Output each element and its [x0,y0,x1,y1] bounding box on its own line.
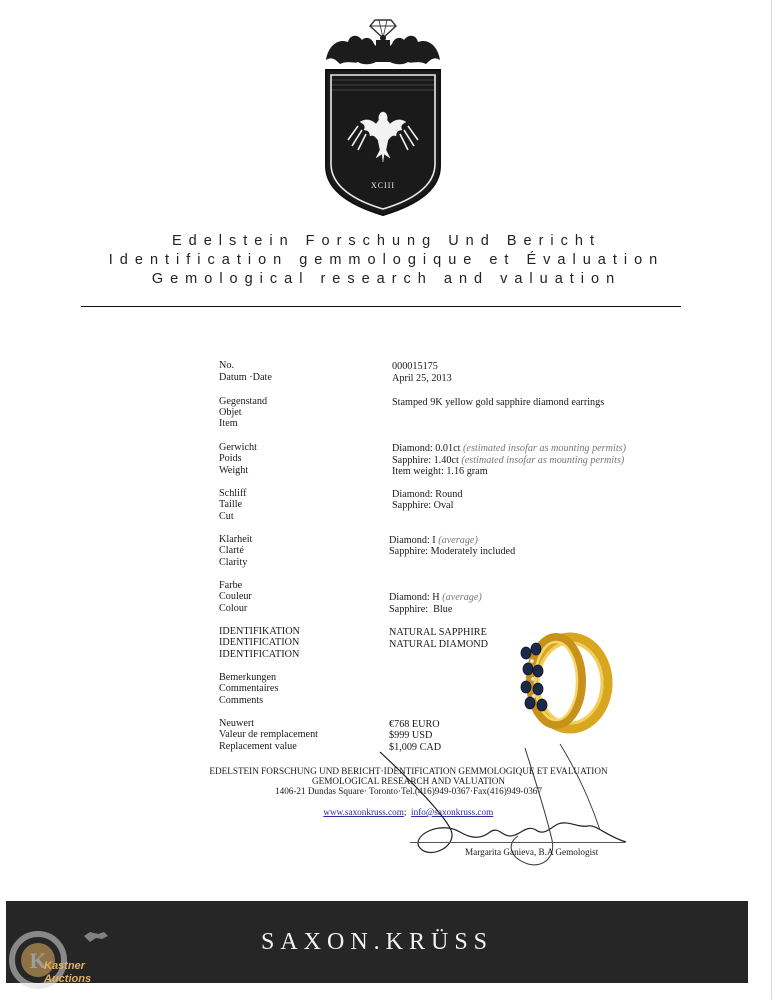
certificate-number: 000015175 [392,361,438,372]
replacement-label-fr: Valeur de remplacement [219,729,318,740]
cut-sapphire: Sapphire: Oval [392,500,454,511]
identification-label-fr: IDENTIFICATION [219,637,300,648]
date-label: Datum ·Date [219,372,272,383]
number-label: No. [219,360,234,371]
replacement-label-en: Replacement value [219,741,297,752]
watermark-line-2: Auctions [44,973,92,985]
weight-diamond-text: Diamond: 0.01ct [392,443,464,454]
clarity-sapphire: Sapphire: Moderately included [389,546,516,557]
signature-line [410,842,625,843]
colour-diamond [389,592,482,604]
watermark-line-1: Kastner [44,960,85,972]
cut-diamond: Diamond: Round [392,489,463,500]
title-english: Gemological research and valuation [151,271,622,287]
comments-label-de: Bemerkungen [219,672,277,683]
replacement-label-de: Neuwert [219,718,255,729]
weight-diamond [392,443,626,455]
colour-label-fr: Couleur [219,591,252,602]
certificate-date: April 25, 2013 [392,373,452,384]
email-link[interactable]: info@saxonkruss.com [411,807,494,817]
crest-numeral: XCIII [370,181,396,190]
clarity-diamond-note: (average) [438,535,478,546]
weight-label-de: Gerwicht [219,442,257,453]
website-link[interactable]: www.saxonkruss.com [323,807,404,817]
gemologist-name: Margarita Ganieva, B.A Gemologist [465,847,599,857]
colour-diamond-text: Diamond: H [389,592,443,603]
item-value: Stamped 9K yellow gold sapphire diamond earrings [392,397,605,408]
header-rule [81,306,681,307]
clarity-diamond-text: Diamond: I [389,535,439,546]
svg-text:K: K [29,948,47,973]
footer-line-2: GEMOLOGICAL RESEARCH AND VALUATION [311,776,506,786]
colour-sapphire: Sapphire: Blue [389,604,453,615]
brand-logo-text: SAXON.KRÜSS [260,929,494,955]
comments-label-fr: Commentaires [219,683,279,694]
cut-label-fr: Taille [219,499,243,510]
weight-sapphire-note: (estimated insofar as mounting permits) [461,455,625,466]
item-label-fr: Objet [219,407,242,418]
replacement-cad: $1,009 CAD [389,742,442,753]
footer-line-1: EDELSTEIN FORSCHUNG UND BERICHT·IDENTIFICATION GEMMOLOGIQUE ET EVALUATION [209,766,608,776]
weight-label-en: Weight [219,465,249,476]
identification-label-en: IDENTIFICATION [219,649,300,660]
identification-sapphire: NATURAL SAPPHIRE [389,627,487,638]
comments-label-en: Comments [219,695,264,706]
weight-label-fr: Poids [219,453,242,464]
crown-icon [326,35,440,64]
colour-diamond-note: (average) [442,592,482,603]
earring-photo [512,625,614,735]
replacement-eur: €768 EURO [389,719,440,730]
clarity-label-de: Klarheit [219,534,253,545]
colour-label-de: Farbe [219,580,243,591]
identification-label-de: IDENTIFIKATION [219,626,300,637]
clarity-diamond [389,535,478,547]
clarity-label-fr: Clarté [219,545,244,556]
weight-sapphire-text: Sapphire: 1.40ct [392,455,462,466]
title-german: Edelstein Forschung Und Bericht [172,233,601,249]
weight-diamond-note: (estimated insofar as mounting permits) [463,443,627,454]
footer-address: 1406-21 Dundas Square· Toronto·Tel.(416)949-0367·Fax(416)949-0367 [275,786,542,796]
clarity-label-en: Clarity [219,557,248,568]
identification-diamond: NATURAL DIAMOND [389,639,488,650]
weight-sapphire [392,455,624,467]
cut-label-en: Cut [219,511,234,522]
item-label-de: Gegenstand [219,396,268,407]
cut-label-de: Schliff [219,488,247,499]
item-weight: Item weight: 1.16 gram [392,466,488,477]
crest-emblem [318,16,448,218]
replacement-usd: $999 USD [389,730,433,741]
footer-link-separator: ; [403,807,412,817]
item-label-en: Item [219,418,238,429]
title-french: Identification gemmologique et Évaluation [108,252,665,268]
colour-label-en: Colour [219,603,248,614]
